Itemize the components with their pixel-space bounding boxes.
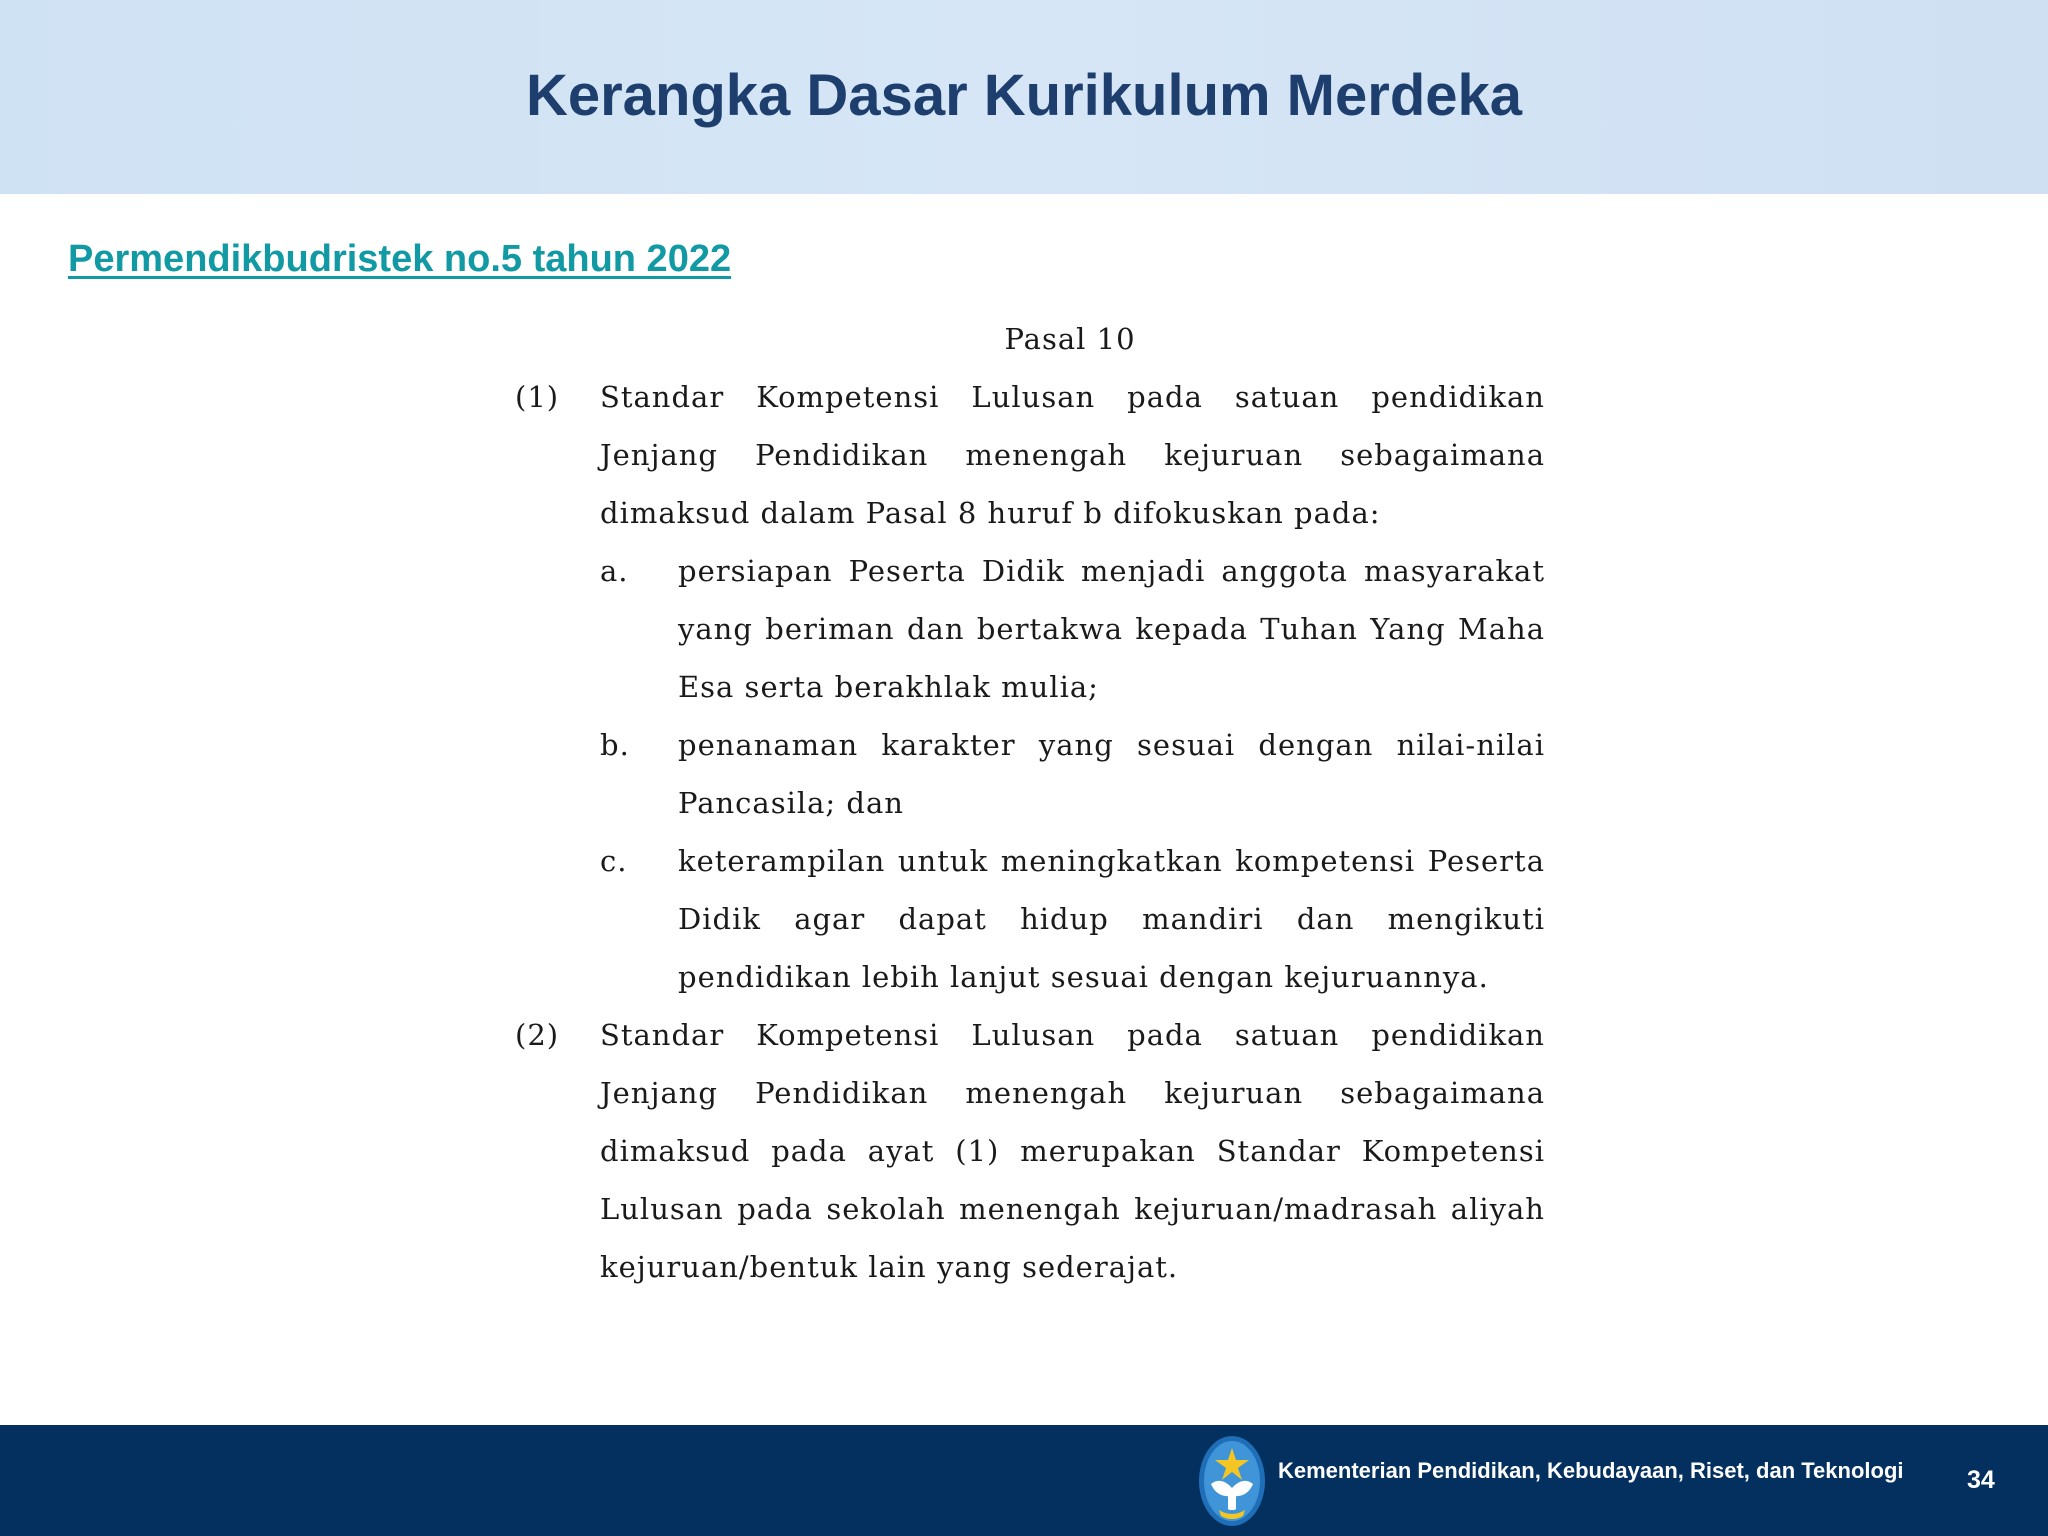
ayat-text: Standar Kompetensi Lulusan pada satuan pendidikan Jenjang Pendidikan menengah kejuruan sebagaimana dimaksud dalam Pasal 8 huruf b difokuskan pada: — [600, 380, 1545, 530]
list-item-a — [600, 542, 1545, 716]
list-item-b — [600, 716, 1545, 832]
ayat-body — [600, 1006, 1545, 1296]
ayat-1 — [515, 368, 1545, 1006]
item-letter: b. — [600, 728, 630, 762]
ayat-2 — [515, 1006, 1545, 1296]
regulation-link[interactable]: Permendikbudristek no.5 tahun 2022 — [68, 238, 732, 280]
slide-title: Kerangka Dasar Kurikulum Merdeka — [525, 63, 1523, 128]
list-item-c — [600, 832, 1545, 1006]
document-excerpt — [515, 310, 1545, 1296]
item-text: penanaman karakter yang sesuai dengan nilai-nilai Pancasila; dan — [678, 728, 1545, 820]
ministry-name: Kementerian Pendidikan, Kebudayaan, Riset, dan Teknologi — [1278, 1458, 1904, 1483]
pasal-heading: Pasal 10 — [1004, 322, 1136, 356]
item-letter: a. — [600, 554, 629, 588]
item-text: persiapan Peserta Didik menjadi anggota masyarakat yang beriman dan bertakwa kepada Tuhan Yang Maha Esa serta berakhlak mulia; — [678, 554, 1545, 704]
ayat-number: (2) — [515, 1018, 560, 1052]
ayat-text: Standar Kompetensi Lulusan pada satuan pendidikan Jenjang Pendidikan menengah kejuruan sebagaimana dimaksud pada ayat (1) merupakan Standar Kompetensi Lulusan pada sekolah menengah kejuruan/madrasah aliyah kejuruan/bentuk lain yang sederajat. — [600, 1018, 1545, 1284]
ayat-body — [600, 368, 1545, 1006]
item-letter: c. — [600, 844, 628, 878]
tut-wuri-handayani-logo-icon — [1197, 1434, 1267, 1528]
item-text: keterampilan untuk meningkatkan kompetensi Peserta Didik agar dapat hidup mandiri dan mengikuti pendidikan lebih lanjut sesuai dengan kejuruannya. — [678, 844, 1545, 994]
ayat-number: (1) — [515, 380, 560, 414]
page-number: 34 — [1967, 1466, 1995, 1494]
